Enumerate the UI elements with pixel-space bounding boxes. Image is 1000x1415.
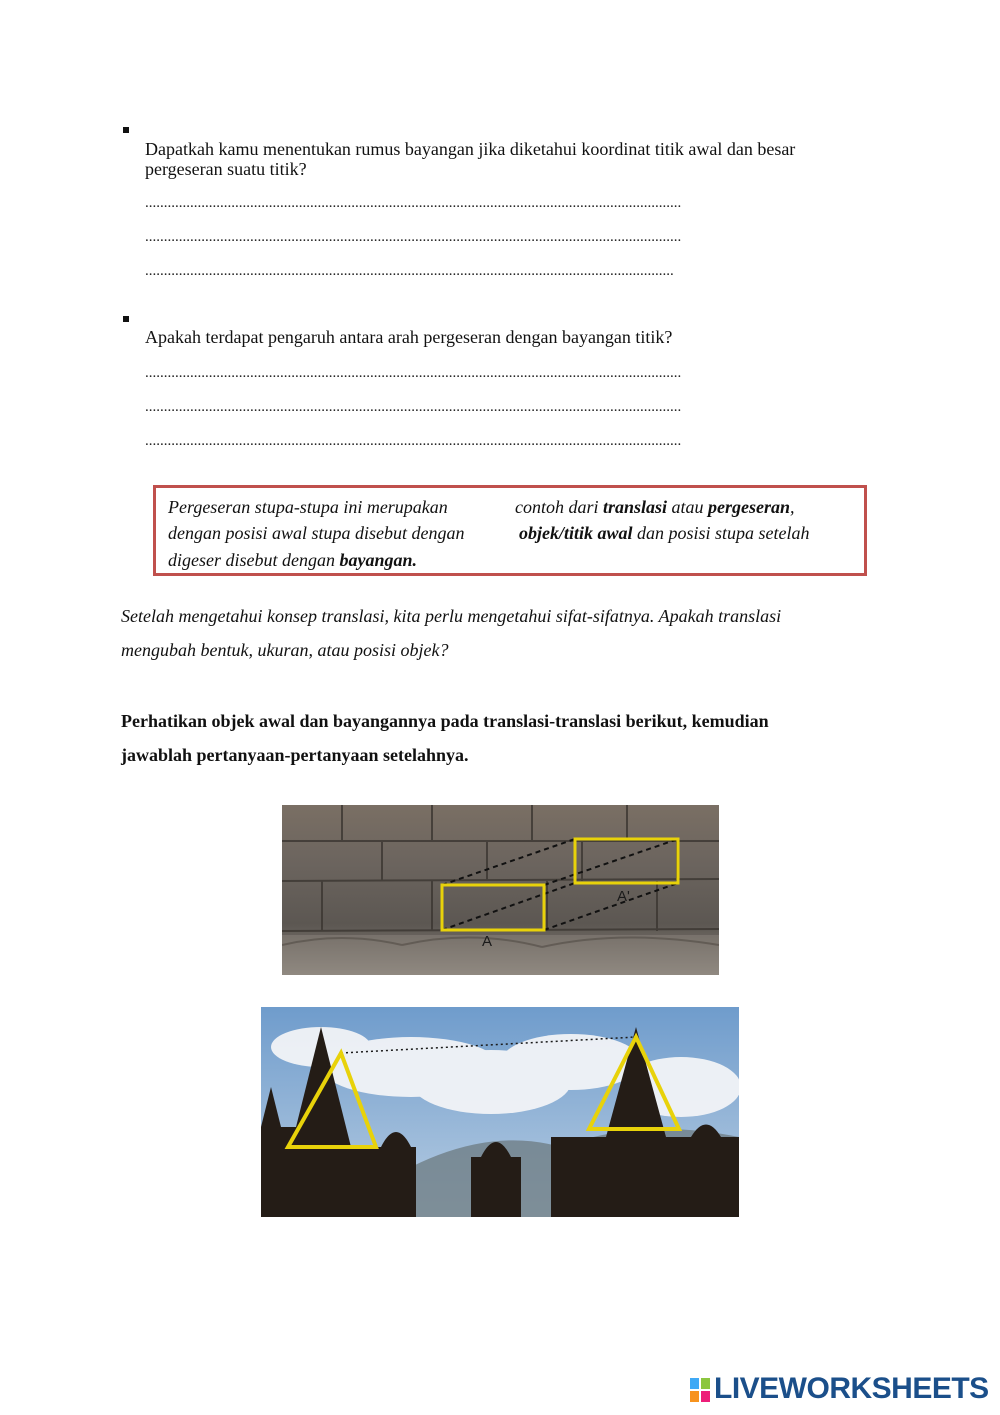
answer-line-1-3[interactable]: .............................................................................................................................................: [145, 264, 674, 279]
label-a: A: [482, 933, 493, 950]
term-translasi: translasi: [603, 497, 668, 517]
answer-line-1-2[interactable]: ...............................................................................................................................................: [145, 230, 682, 245]
figure-stupa-translation: [261, 1007, 739, 1217]
logo-icon: [690, 1378, 712, 1402]
figure-wall-translation: [282, 805, 719, 975]
term-pergeseran: pergeseran: [708, 497, 791, 517]
bullet-1: [123, 127, 129, 133]
instruction-line-2: jawablah pertanyaan-pertanyaan setelahnya.: [121, 745, 469, 765]
definition-line-2a: dengan posisi awal stupa disebut dengan: [168, 523, 465, 543]
answer-line-2-3[interactable]: ...............................................................................................................................................: [145, 434, 682, 449]
instruction-line-1: Perhatikan objek awal dan bayangannya pada translasi-translasi berikut, kemudian: [121, 711, 769, 731]
liveworksheets-logo: [690, 1374, 990, 1408]
question-1-line2: pergeseran suatu titik?: [145, 159, 307, 179]
label-a-prime: A': [617, 888, 630, 905]
question-2-text: Apakah terdapat pengaruh antara arah pergeseran dengan bayangan titik?: [145, 327, 673, 347]
wall-base: [282, 935, 719, 975]
definition-line-1b: contoh dari translasi atau pergeseran,: [515, 497, 795, 517]
answer-line-2-1[interactable]: ...............................................................................................................................................: [145, 366, 682, 381]
intro-line-2: mengubah bentuk, ukuran, atau posisi objek?: [121, 640, 449, 660]
definition-line-2b: objek/titik awal dan posisi stupa setelah: [519, 523, 810, 543]
bullet-2: [123, 316, 129, 322]
logo-text: LIVEWORKSHEETS: [714, 1372, 989, 1405]
answer-line-1-1[interactable]: ...............................................................................................................................................: [145, 196, 682, 211]
answer-line-2-2[interactable]: ...............................................................................................................................................: [145, 400, 682, 415]
term-bayangan: bayangan.: [339, 550, 417, 570]
definition-line-1a: Pergeseran stupa-stupa ini merupakan: [168, 497, 448, 517]
definition-line-3: digeser disebut dengan bayangan.: [168, 550, 417, 570]
term-objek-titik-awal: objek/titik awal: [519, 523, 633, 543]
intro-line-1: Setelah mengetahui konsep translasi, kita perlu mengetahui sifat-sifatnya. Apakah translasi: [121, 606, 782, 626]
question-1-line1: Dapatkah kamu menentukan rumus bayangan jika diketahui koordinat titik awal dan besar: [145, 139, 796, 159]
